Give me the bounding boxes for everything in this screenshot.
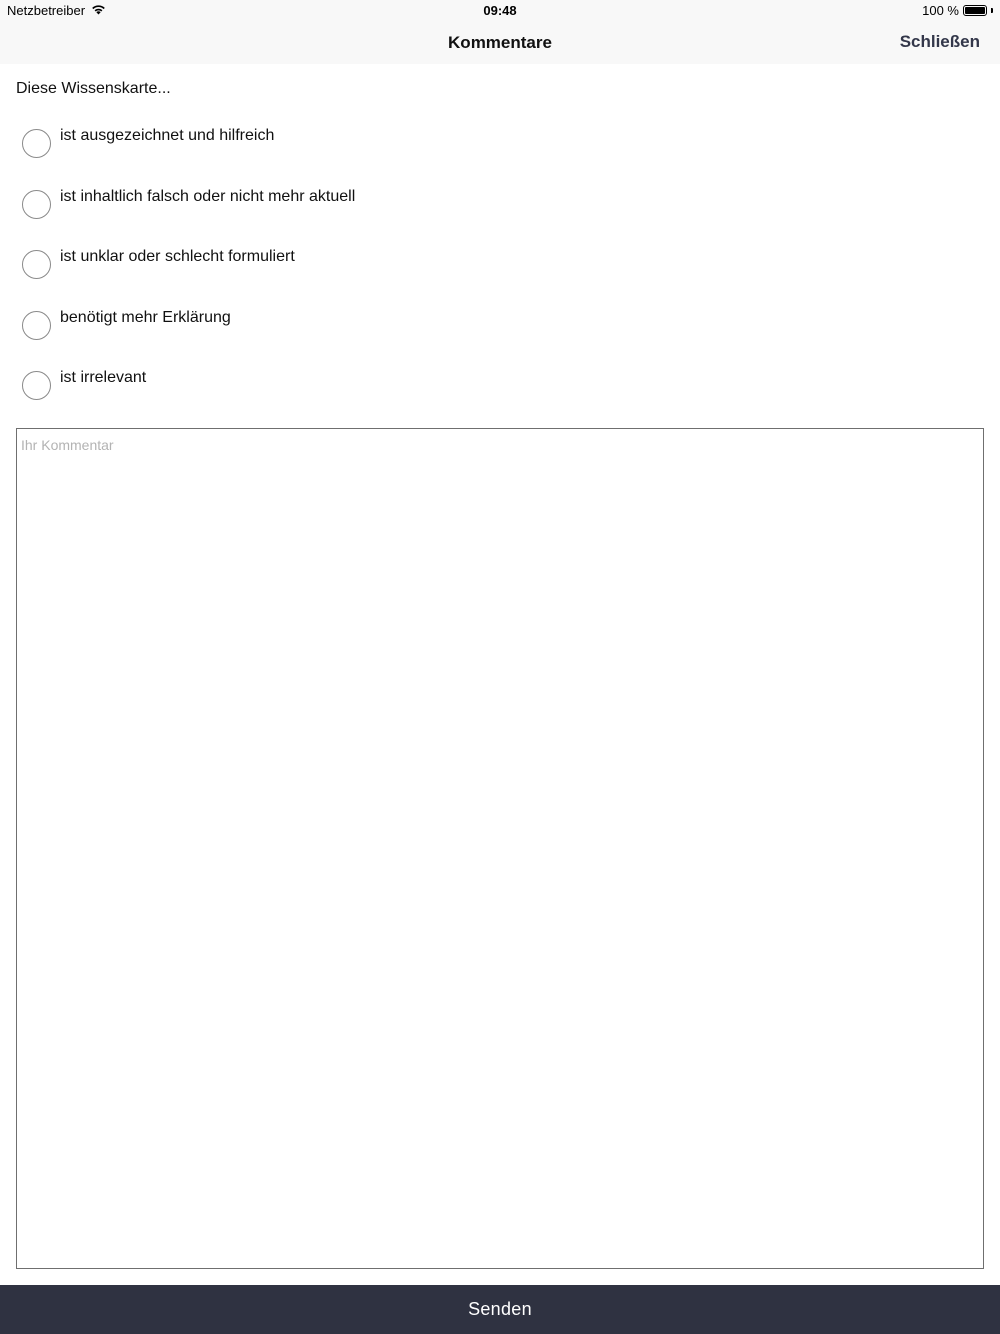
feedback-intro: Diese Wissenskarte... — [16, 80, 171, 97]
status-bar — [0, 0, 1000, 22]
status-time: 09:48 — [483, 3, 517, 18]
radio-button[interactable] — [22, 371, 51, 400]
option-label: ist irrelevant — [60, 369, 147, 386]
radio-button[interactable] — [22, 250, 51, 279]
close-button[interactable]: Schließen — [899, 32, 980, 51]
option-excellent[interactable] — [22, 126, 274, 158]
battery-group — [922, 3, 993, 18]
carrier-label: Netzbetreiber — [7, 3, 86, 18]
option-incorrect[interactable] — [22, 187, 355, 219]
option-label: ist unklar oder schlecht formuliert — [60, 248, 295, 265]
page-title: Kommentare — [448, 33, 552, 52]
option-label: benötigt mehr Erklärung — [60, 309, 231, 326]
navigation-bar — [0, 22, 1000, 64]
battery-percent: 100 % — [922, 3, 959, 18]
radio-button[interactable] — [22, 129, 51, 158]
send-button[interactable]: Senden — [0, 1285, 1000, 1334]
radio-button[interactable] — [22, 190, 51, 219]
option-unclear[interactable] — [22, 247, 295, 279]
battery-tip — [991, 8, 993, 13]
radio-button[interactable] — [22, 311, 51, 340]
battery-full-icon — [963, 5, 987, 16]
comment-textarea[interactable] — [16, 428, 984, 1269]
option-needs-explanation[interactable] — [22, 308, 231, 340]
option-irrelevant[interactable] — [22, 368, 146, 400]
option-label: ist inhaltlich falsch oder nicht mehr aktuell — [60, 188, 356, 205]
option-label: ist ausgezeichnet und hilfreich — [60, 127, 275, 144]
